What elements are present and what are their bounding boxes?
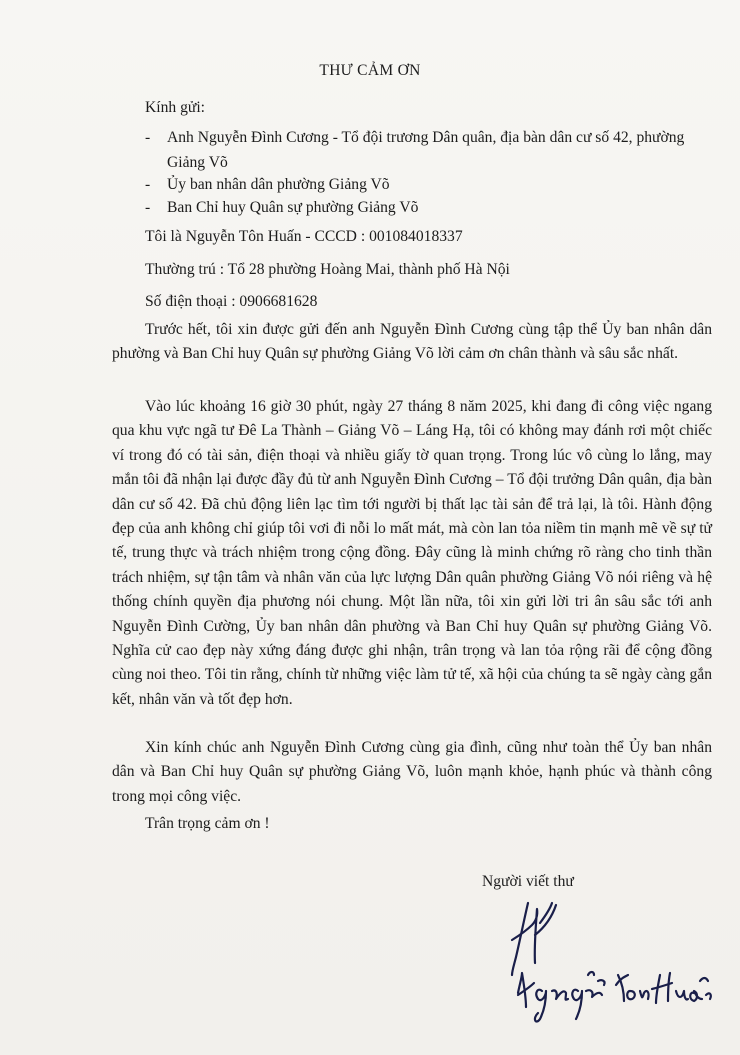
paragraph-wishes: Xin kính chúc anh Nguyễn Đình Cương cùng gia đình, cũng như toàn thể Ủy ban nhân dân và Ban Chỉ huy Quân sự phường Giảng Võ, luôn mạnh khỏe, hạnh phúc và thành công trong mọi công việc.	[112, 739, 712, 805]
sender-phone: Số điện thoại : 0906681628	[145, 293, 318, 310]
sender-intro: Tôi là Nguyễn Tôn Huấn - CCCD : 001084018337	[145, 228, 463, 245]
closing-line: Trân trọng cảm ơn !	[145, 815, 270, 832]
sender-address: Thường trú : Tổ 28 phường Hoàng Mai, thành phố Hà Nội	[145, 261, 510, 278]
bullet-dash: -	[145, 199, 151, 216]
bullet-dash: -	[145, 129, 151, 146]
recipient-item	[145, 125, 705, 175]
paragraph-story: Vào lúc khoảng 16 giờ 30 phút, ngày 27 tháng 8 năm 2025, khi đang đi công việc ngang qua khu vực ngã tư Đê La Thành – Giảng Võ – Láng Hạ, tôi có không may đánh rơi một chiếc ví trong đó có tài sản, điện thoại và nhiều giấy tờ quan trọng. Trong lúc vô cùng lo lắng, may mắn tôi đã nhận lại được đầy đủ từ anh Nguyễn Đình Cương – Tổ đội trưởng Dân quân, địa bàn dân cư số 42. Đã chủ động liên lạc tìm tới người bị thất lạc tài sản để trả lại, là tôi. Hành động đẹp của anh không chỉ giúp tôi vơi đi nỗi lo mất mát, mà còn lan tỏa niềm tin mạnh mẽ về sự tử tế, trung thực và trách nhiệm trong cộng đồng. Đây cũng là minh chứng rõ ràng cho tinh thần trách nhiệm, sự tận tâm và nhân văn của lực lượng Dân quân phường Giảng Võ nói riêng và hệ thống chính quyền địa phương nói chung. Một lần nữa, tôi xin gửi lời tri ân sâu sắc tới anh Nguyễn Đình Cường, Ủy ban nhân dân phường và Ban Chỉ huy Quân sự phường Giảng Võ. Nghĩa cử cao đẹp này xứng đáng được ghi nhận, trân trọng và lan tỏa rộng rãi để cộng đồng cùng noi theo. Tôi tin rằng, chính từ những việc làm tử tế, xã hội của chúng ta sẽ ngày càng gắn kết, nhân văn và tốt đẹp hơn.	[112, 398, 712, 708]
recipient-item	[145, 172, 705, 197]
writer-label: Người viết thư	[482, 873, 574, 890]
recipient-text: Ban Chỉ huy Quân sự phường Giảng Võ	[167, 199, 419, 216]
recipient-item	[145, 195, 705, 220]
greeting: Kính gửi:	[145, 99, 205, 116]
recipient-text: Ủy ban nhân dân phường Giảng Võ	[167, 176, 390, 193]
bullet-dash: -	[145, 176, 151, 193]
letter-title: THƯ CẢM ƠN	[319, 62, 421, 79]
paragraph-opening: Trước hết, tôi xin được gửi đến anh Nguyễn Đình Cương cùng tập thể Ủy ban nhân dân phường và Ban Chỉ huy Quân sự phường Giảng Võ lời cảm ơn chân thành và sâu sắc nhất.	[112, 321, 712, 363]
recipient-text: Anh Nguyễn Đình Cương - Tổ đội trương Dân quân, địa bàn dân cư số 42, phường Giảng Võ	[167, 129, 685, 171]
handwritten-signature	[490, 895, 720, 1025]
